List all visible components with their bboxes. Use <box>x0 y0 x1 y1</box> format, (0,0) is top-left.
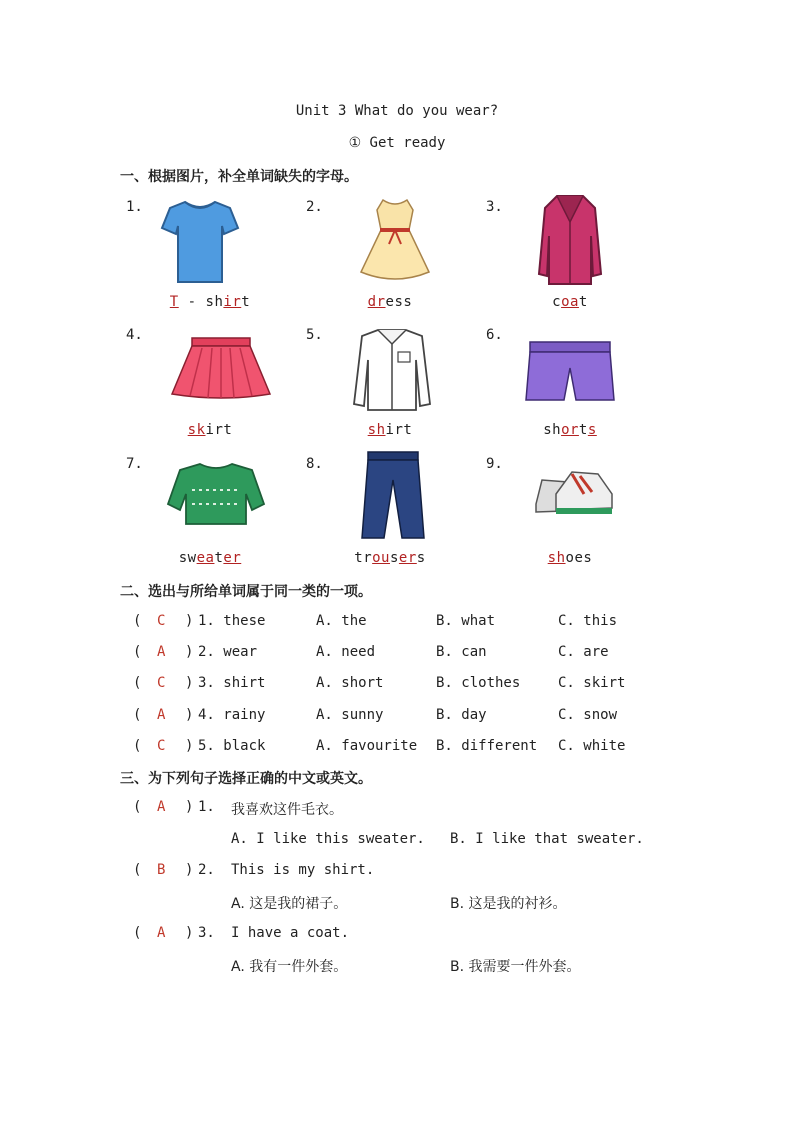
filled-letters: oa <box>561 294 579 310</box>
section-2-heading: 二、选出与所给单词属于同一类的一项。 <box>120 584 372 600</box>
section-3-heading: 三、为下列句子选择正确的中文或英文。 <box>120 771 372 787</box>
given-letters: s <box>416 550 426 566</box>
translation-question <box>133 799 693 819</box>
option-c: C. this <box>558 613 618 629</box>
shoes-icon <box>532 464 614 526</box>
word-answer <box>150 550 270 566</box>
option-b: B. different <box>436 738 538 754</box>
option-a: A. favourite <box>316 738 418 754</box>
option-c: C. snow <box>558 707 618 723</box>
option-b: B. what <box>436 613 496 629</box>
filled-letters: sh <box>367 422 386 438</box>
paren-open: ( <box>133 738 142 754</box>
translation-options <box>133 893 693 913</box>
shirt-icon <box>350 326 434 412</box>
item-number: 4. <box>126 327 143 343</box>
question-number: 3. <box>198 925 215 941</box>
paren-close: ) <box>185 613 194 629</box>
item-number: 2. <box>306 199 323 215</box>
section-1-heading: 一、根据图片，补全单词缺失的字母。 <box>120 169 358 185</box>
option-b: B. I like that sweater. <box>450 831 644 847</box>
given-letters: t <box>578 294 588 310</box>
option-a: A. the <box>316 613 367 629</box>
filled-letters: sk <box>187 422 206 438</box>
question-word: 5. black <box>198 738 266 754</box>
paren-open: ( <box>133 613 142 629</box>
filled-letters: s <box>587 422 597 438</box>
paren-close: ) <box>185 862 194 878</box>
option-b: B. clothes <box>436 675 521 691</box>
answer-text: A <box>157 799 166 815</box>
option-a: A. need <box>316 644 376 660</box>
option-b: B. 这是我的衬衫。 <box>450 896 567 912</box>
t-shirt-icon <box>160 196 240 286</box>
given-letters: oes <box>565 550 593 566</box>
word-answer <box>330 294 450 310</box>
paren-open: ( <box>133 799 142 815</box>
question-number: 1. <box>198 799 215 815</box>
filled-letters: er <box>223 550 242 566</box>
answer-text: A <box>157 925 166 941</box>
given-letters: - sh <box>178 294 224 310</box>
option-a: A. 这是我的裙子。 <box>231 896 348 912</box>
choice-row <box>133 613 693 633</box>
translation-question <box>133 925 693 945</box>
option-c: C. are <box>558 644 609 660</box>
option-b: B. can <box>436 644 487 660</box>
given-letters: t <box>214 550 224 566</box>
given-letters: sw <box>178 550 197 566</box>
item-number: 1. <box>126 199 143 215</box>
option-b: B. 我需要一件外套。 <box>450 959 581 975</box>
word-answer <box>510 294 630 310</box>
given-letters: sh <box>543 422 562 438</box>
answer-text: C <box>157 675 166 691</box>
item-number: 6. <box>486 327 503 343</box>
paren-open: ( <box>133 707 142 723</box>
question-text: I have a coat. <box>231 925 350 941</box>
page-subtitle: ① Get ready <box>348 135 446 151</box>
option-c: C. skirt <box>558 675 626 691</box>
translation-question <box>133 862 693 882</box>
choice-row <box>133 675 693 695</box>
dress-icon <box>355 196 435 286</box>
question-number: 2. <box>198 862 215 878</box>
sweater-icon <box>166 460 266 526</box>
word-answer <box>330 550 450 566</box>
paren-open: ( <box>133 862 142 878</box>
answer-text: C <box>157 613 166 629</box>
item-number: 9. <box>486 456 503 472</box>
paren-open: ( <box>133 675 142 691</box>
option-a: A. 我有一件外套。 <box>231 959 348 975</box>
word-answer <box>150 294 270 310</box>
given-letters: irt <box>385 422 413 438</box>
word-answer <box>510 550 630 566</box>
translation-options <box>133 831 693 851</box>
option-b: B. day <box>436 707 487 723</box>
given-letters: t <box>578 422 588 438</box>
paren-open: ( <box>133 644 142 660</box>
question-word: 4. rainy <box>198 707 266 723</box>
item-number: 5. <box>306 327 323 343</box>
choice-row <box>133 644 693 664</box>
given-letters: s <box>389 550 399 566</box>
paren-close: ) <box>185 925 194 941</box>
paren-close: ) <box>185 644 194 660</box>
skirt-icon <box>168 336 274 402</box>
filled-letters: ou <box>372 550 390 566</box>
paren-close: ) <box>185 799 194 815</box>
given-letters: irt <box>205 422 233 438</box>
answer-text: A <box>157 644 166 660</box>
option-a: A. short <box>316 675 384 691</box>
choice-row <box>133 707 693 727</box>
filled-letters: sh <box>547 550 566 566</box>
item-number: 8. <box>306 456 323 472</box>
answer-text: A <box>157 707 166 723</box>
translation-options <box>133 956 693 976</box>
paren-close: ) <box>185 738 194 754</box>
answer-text: C <box>157 738 166 754</box>
word-answer <box>510 422 630 438</box>
filled-letters: ir <box>223 294 242 310</box>
question-text: This is my shirt. <box>231 862 375 878</box>
paren-close: ) <box>185 707 194 723</box>
trousers-icon <box>358 450 428 542</box>
option-a: A. sunny <box>316 707 384 723</box>
word-answer <box>150 422 270 438</box>
question-text: 我喜欢这件毛衣。 <box>231 802 343 818</box>
filled-letters: T <box>169 294 179 310</box>
option-a: A. I like this sweater. <box>231 831 425 847</box>
filled-letters: dr <box>367 294 386 310</box>
item-number: 3. <box>486 199 503 215</box>
given-letters: ess <box>385 294 413 310</box>
answer-text: B <box>157 862 166 878</box>
page-title: Unit 3 What do you wear? <box>295 103 499 119</box>
question-word: 1. these <box>198 613 266 629</box>
paren-open: ( <box>133 925 142 941</box>
given-letters: c <box>552 294 562 310</box>
filled-letters: or <box>561 422 579 438</box>
coat-icon <box>535 192 605 288</box>
filled-letters: ea <box>196 550 215 566</box>
option-c: C. white <box>558 738 626 754</box>
shorts-icon <box>524 338 616 404</box>
question-word: 3. shirt <box>198 675 266 691</box>
item-number: 7. <box>126 456 143 472</box>
paren-close: ) <box>185 675 194 691</box>
choice-row <box>133 738 693 758</box>
word-answer <box>330 422 450 438</box>
question-word: 2. wear <box>198 644 258 660</box>
given-letters: t <box>241 294 251 310</box>
given-letters: tr <box>354 550 373 566</box>
filled-letters: er <box>398 550 417 566</box>
